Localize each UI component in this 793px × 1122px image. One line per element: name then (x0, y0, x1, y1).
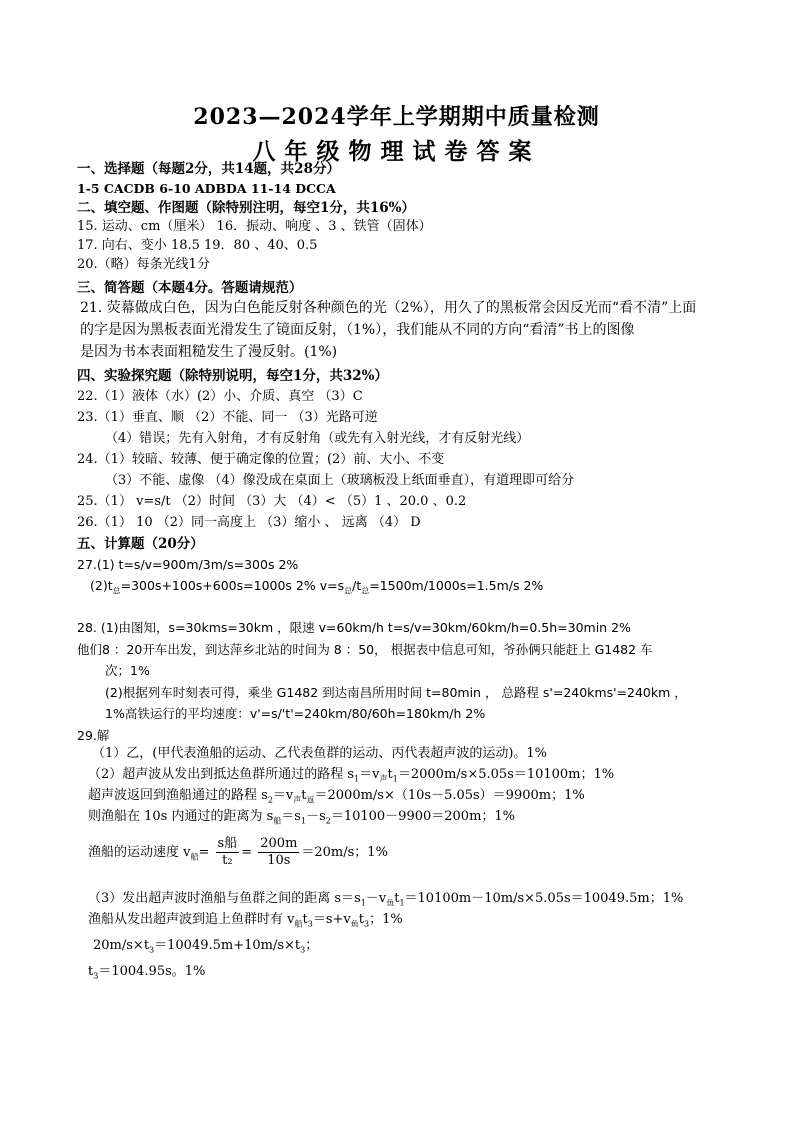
answer-24-line-1: 24.（1）较暗、较薄、便于确定像的位置；(2）前、大小、不变 (77, 452, 445, 467)
answer-28-line-5: 1%高铁运行的平均速度：v'=s/'t'=240km/80/60h=180km/h 2% (105, 706, 486, 721)
answer-29-part-2-line-2: 超声波返回到渔船通过的路程 $s_2=v_声t_返=2000m/s\times(10s-5.05s)=9900m$；1% (88, 788, 585, 805)
answer-27-line-2: $(2)t_总=300s+100s+600s=1000s$ 2% $v=s_总/t_总=1500m/1000s=1.5m/s$ 2% (90, 578, 544, 596)
fraction-s-over-t2: $\frac{\text{s船}}{\text{t₂}}$ (217, 836, 238, 868)
answer-28-line-4: (2)根据列车时刻表可得，乘坐 G1482 到达南昌所用时间 t=80min ， 总路程 s'=240kms'=240km ， (105, 685, 687, 700)
answer-23-line-1: 23.（1）垂直、顺 （2）不能、同一 （3）光路可逆 (77, 410, 378, 425)
answer-20: 20.（略）每条光线1分 (77, 257, 210, 272)
exam-title: 2023—2024学年上学期期中质量检测 (193, 104, 600, 130)
answer-29-part-3-line-4: $t_3=1004.95s$。1% (88, 964, 206, 981)
section-5-heading: 五、计算题（20分） (77, 536, 204, 552)
answer-27-line-1: 27.(1) t=s/v=900m/3m/s=300s 2% (77, 557, 299, 572)
section-2-heading: 二、填空题、作图题（除特别注明，每空1分，共16%） (77, 200, 416, 216)
answer-28-line-2: 他们8 ：20开车出发，到达萍乡北站的时间为 8 ：50， 根据表中信息可知，爷孙俩只能赶上 G1482 车 (77, 642, 653, 657)
answer-25: 25.（1） v=s/t （2）时间 （3）大 （4）< （5）1 、20.0 、0.2 (77, 494, 467, 509)
section-3-heading: 三、简答题（本题4分。答题请规范） (77, 280, 303, 296)
answer-28-line-1: 28. (1)由图知，s=30kms=30km ，限速 v=60km/h t=s/v=30km/60km/h=0.5h=30min 2% (77, 620, 631, 635)
answer-21-line-2: 的字是因为黑板表面光滑发生了镜面反射，（1%），我们能从不同的方向“看清”书上的图像 (80, 322, 635, 338)
answer-29-part-3-line-3: $20m/s\times t_3=10049.5m+10m/s\times t_3$； (93, 938, 319, 955)
answer-21-line-1: 21. 荧幕做成白色，因为白色能反射各种颜色的光（2%），用久了的黑板常会因反光而“看不清”上面 (80, 300, 697, 316)
exam-subtitle: 八年级物理试卷答案 (252, 138, 541, 165)
answer-29-part-1: （1）乙，(甲代表渔船的运动、乙代表鱼群的运动、丙代表超声波的运动)。1% (92, 746, 548, 761)
answer-29-heading: 29.解 (77, 728, 110, 743)
answer-29-part-3-line-2: 渔船从发出超声波到追上鱼群时有 $v_船t_3=s+v_鱼t_3$；1% (88, 912, 403, 929)
answer-22: 22.（1）液体（水）(2）小、介质、真空 （3）C (77, 389, 363, 404)
answer-17-19: 17. 向右、变小 18.5 19．80 、40、0.5 (77, 238, 318, 253)
answer-28-line-3: 次；1% (105, 663, 150, 678)
section-1-answers: 1-5 CACDB 6-10 ADBDA 11-14 DCCA (77, 181, 336, 196)
answer-21-line-3: 是因为书本表面粗糙发生了漫反射。(1%) (80, 344, 338, 360)
answer-23-line-2: （4）错误；先有入射角，才有反射角（或先有入射光线，才有反射光线） (105, 431, 530, 446)
fraction-200m-over-10s: $\frac{200m}{10s}$ (260, 836, 298, 868)
answer-29-part-2-line-3: 则渔船在 10s 内通过的距离为 $s_船=s_1-s_2=10100-9900=200m$；1% (88, 809, 516, 826)
section-4-heading: 四、实验探究题（除特别说明，每空1分，共32%） (77, 368, 389, 384)
answer-29-part-2-speed: 渔船的运动速度 $v_船=$ $\frac{\text{s船}}{\text{t₂}}$ = $\frac{200m}{10s}$ ＝20m/s；1% (88, 836, 388, 868)
answer-15-16: 15. 运动、cm（厘米） 16．振动、响度 、3 、铁管（固体） (77, 219, 432, 234)
answer-29-part-2-line-1: （2）超声波从发出到抵达鱼群所通过的路程 $s_1=v_声t_1=2000m/s\times 5.05s=10100m$；1% (88, 767, 615, 784)
section-1-heading: 一、选择题（每题2分，共14题，共28分） (77, 161, 340, 177)
answer-29-part-3-line-1: （3）发出超声波时渔船与鱼群之间的距离 $s=s_1-v_鱼t_1=10100m-10m/s\times 5.05s=10049.5m$；1% (88, 891, 684, 908)
answer-24-line-2: （3）不能、虚像 （4）像没成在桌面上（玻璃板没上纸面垂直），有道理即可给分 (105, 473, 575, 488)
answer-26: 26.（1） 10 （2）同一高度上 （3）缩小 、 远离 （4） D (77, 515, 421, 530)
